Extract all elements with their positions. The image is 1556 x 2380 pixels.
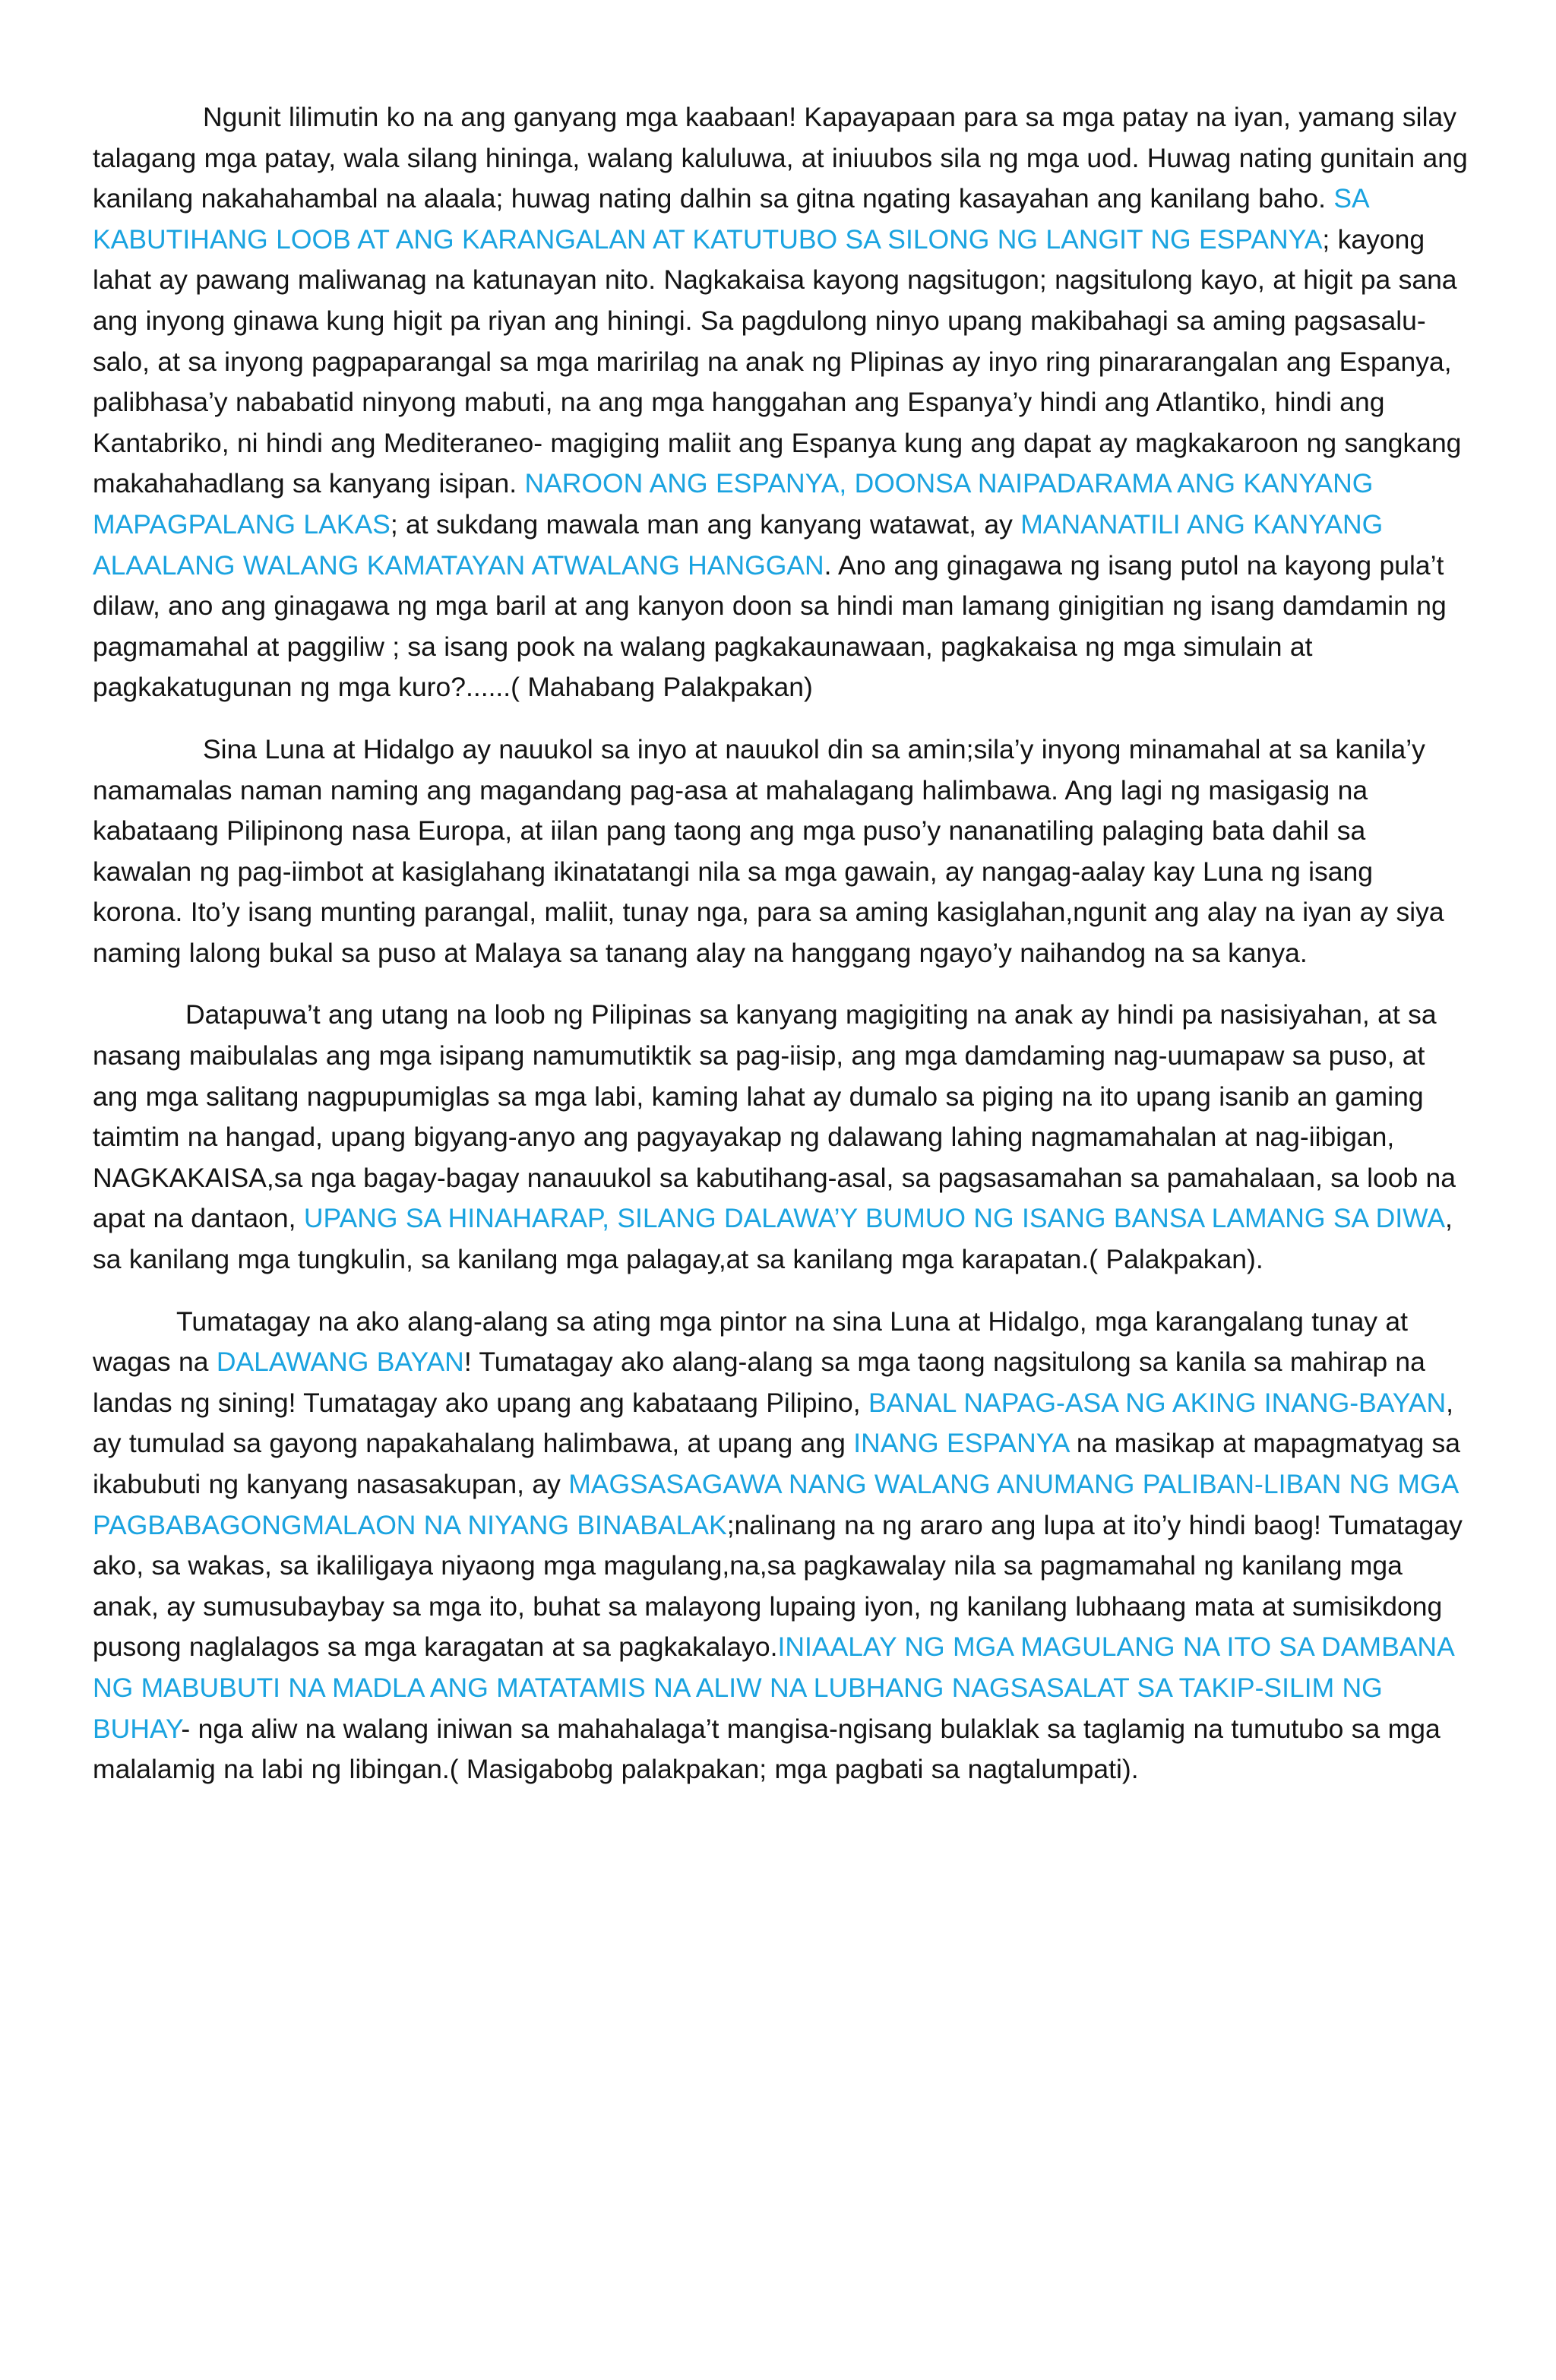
- highlighted-text-run: MANANATILI ANG KANYANG ALAALANG WALANG KAMATAYAN ATWALANG HANGGAN: [93, 508, 1384, 581]
- text-run: Datapuwa’t ang utang na loob ng Pilipinas sa kanyang magigiting na anak ay hindi pa nasisiyahan, at sa nasang maibulalas ang mga isipang namumutiktik sa pag-iisip, ang mga damdaming nag-uumapaw sa puso, at ang mga salitang nagpupumiglas sa mga labi, kaming lahat ay dumalo sa piging na ito upang isanib an gaming taimtim na hangad, upang bigyang-anyo ang pagyayakap ng dalawang lahing nagmamahalan at nag-iibigan, NAGKAKAISA,sa nga bagay-bagay nanauukol sa kabutihang-asal, sa pagsasamahan sa pamahalaan, sa loob na apat na dantaon,: [93, 999, 1456, 1234]
- text-run: na masikap at mapagmatyag sa ikabubuti ng kanyang nasasakupan, ay: [93, 1428, 1461, 1499]
- paragraph-4: [93, 1302, 1468, 1790]
- highlighted-text-run: DALAWANG BAYAN: [216, 1347, 464, 1378]
- text-run: ; kayong lahat ay pawang maliwanag na katunayan nito. Nagkakaisa kayong nagsitugon; nagsitulong kayo, at higit pa sana ang inyong ginawa kung higit pa riyan ang hiningi. Sa pagdulong ninyo upang makibahagi sa aming pagsasalu-salo, at sa inyong pagpaparangal sa mga maririlag na anak ng Plipinas ay inyo ring pinararangalan ang Espanya, palibhasa’y nababatid ninyong mabuti, na ang mga hanggahan ang Espanya’y hindi ang Atlantiko, hindi ang Kantabriko, ni hindi ang Mediteraneo- magiging maliit ang Espanya kung ang dapat ay magkakaroon ng sangkang makahahadlang sa kanyang isipan.: [93, 223, 1462, 499]
- text-run: , ay tumulad sa gayong napakahalang halimbawa, at upang ang: [93, 1387, 1454, 1459]
- paragraph-3: [93, 995, 1468, 1280]
- highlighted-text-run: INANG ESPANYA: [853, 1428, 1069, 1459]
- text-run: ! Tumatagay ako alang-alang sa mga taong nagsitulong sa kanila sa mahirap na landas ng sining! Tumatagay ako upang ang kabataang Pilipino,: [93, 1347, 1425, 1418]
- highlighted-text-run: INIAALAY NG MGA MAGULANG NA ITO SA DAMBANA NG MABUBUTI NA MADLA ANG MATATAMIS NA ALIW NA LUBHANG NAGSASALAT SA TAKIP-SILIM NG BUHAY: [93, 1632, 1453, 1744]
- text-run: Sina Luna at Hidalgo ay nauukol sa inyo at nauukol din sa amin;sila’y inyong minamahal at sa kanila’y namamalas naman naming ang magandang pag-asa at mahalagang halimbawa. Ang lagi ng masigasig na kabataang Pilipinong nasa Europa, at iilan pang taong ang mga puso’y nananatiling palaging bata dahil sa kawalan ng pag-iimbot at kasiglahang ikinatatangi nila sa mga gawain, ay nangag-aalay kay Luna ng isang korona. Ito’y isang munting parangal, maliit, tunay nga, para sa aming kasiglahan,ngunit ang alay na iyan ay siya naming lalong bukal sa puso at Malaya sa tanang alay na hanggang ngayo’y naihandog na sa kanya.: [93, 733, 1444, 968]
- text-run: ;nalinang na ng araro ang lupa at ito’y hindi baog! Tumatagay ako, sa wakas, sa ikaliligaya niyaong mga magulang,na,sa pagkawalay nila sa pagmamahal ng kanilang mga anak, ay sumusubaybay sa mga ito, buhat sa malayong lupaing iyon, ng kanilang lubhaang mata at sumisikdong pusong naglalagos sa mga karagatan at sa pagkakalayo.: [93, 1509, 1463, 1663]
- highlighted-text-run: UPANG SA HINAHARAP, SILANG DALAWA’Y BUMUO NG ISANG BANSA LAMANG SA DIWA: [303, 1203, 1445, 1234]
- paragraph-1: [93, 97, 1468, 708]
- highlighted-text-run: NAROON ANG ESPANYA, DOONSA NAIPADARAMA ANG KANYANG MAPAGPALANG LAKAS: [93, 468, 1374, 540]
- text-run: , sa kanilang mga tungkulin, sa kanilang mga palagay,at sa kanilang mga karapatan.( Palakpakan).: [93, 1203, 1453, 1275]
- text-run: ; at sukdang mawala man ang kanyang watawat, ay: [390, 508, 1021, 540]
- highlighted-text-run: MAGSASAGAWA NANG WALANG ANUMANG PALIBAN-LIBAN NG MGA PAGBABAGONGMALAON NA NIYANG BINABALAK: [93, 1469, 1458, 1540]
- text-run: Tumatagay na ako alang-alang sa ating mga pintor na sina Luna at Hidalgo, mga karangalang tunay at wagas na: [93, 1306, 1409, 1378]
- document-page: [93, 97, 1468, 1812]
- text-run: - nga aliw na walang iniwan sa mahahalaga’t mangisa-ngisang bulaklak sa taglamig na tumutubo sa mga malalamig na labi ng libingan.( Masigabobg palakpakan; mga pagbati sa nagtalumpati).: [93, 1713, 1441, 1785]
- highlighted-text-run: BANAL NAPAG-ASA NG AKING INANG-BAYAN: [868, 1387, 1447, 1418]
- text-run: . Ano ang ginagawa ng isang putol na kayong pula’t dilaw, ano ang ginagawa ng mga baril at ang kanyon doon sa hindi man lamang ginigitian ng isang damdamin ng pagmamahal at paggiliw ; sa isang pook na walang pagkakaunawaan, pagkakaisa ng mga simulain at pagkakatugunan ng mga kuro?......( Mahabang Palakpakan): [93, 549, 1447, 703]
- paragraph-2: [93, 730, 1468, 974]
- highlighted-text-run: SA KABUTIHANG LOOB AT ANG KARANGALAN AT KATUTUBO SA SILONG NG LANGIT NG ESPANYA: [93, 183, 1368, 255]
- text-run: Ngunit lilimutin ko na ang ganyang mga kaabaan! Kapayapaan para sa mga patay na iyan, yamang silay talagang mga patay, wala silang hininga, walang kaluluwa, at iniuubos sila ng mga uod. Huwag nating gunitain ang kanilang nakahahambal na alaala; huwag nating dalhin sa gitna ngating kasayahan ang kanilang baho.: [93, 102, 1468, 214]
